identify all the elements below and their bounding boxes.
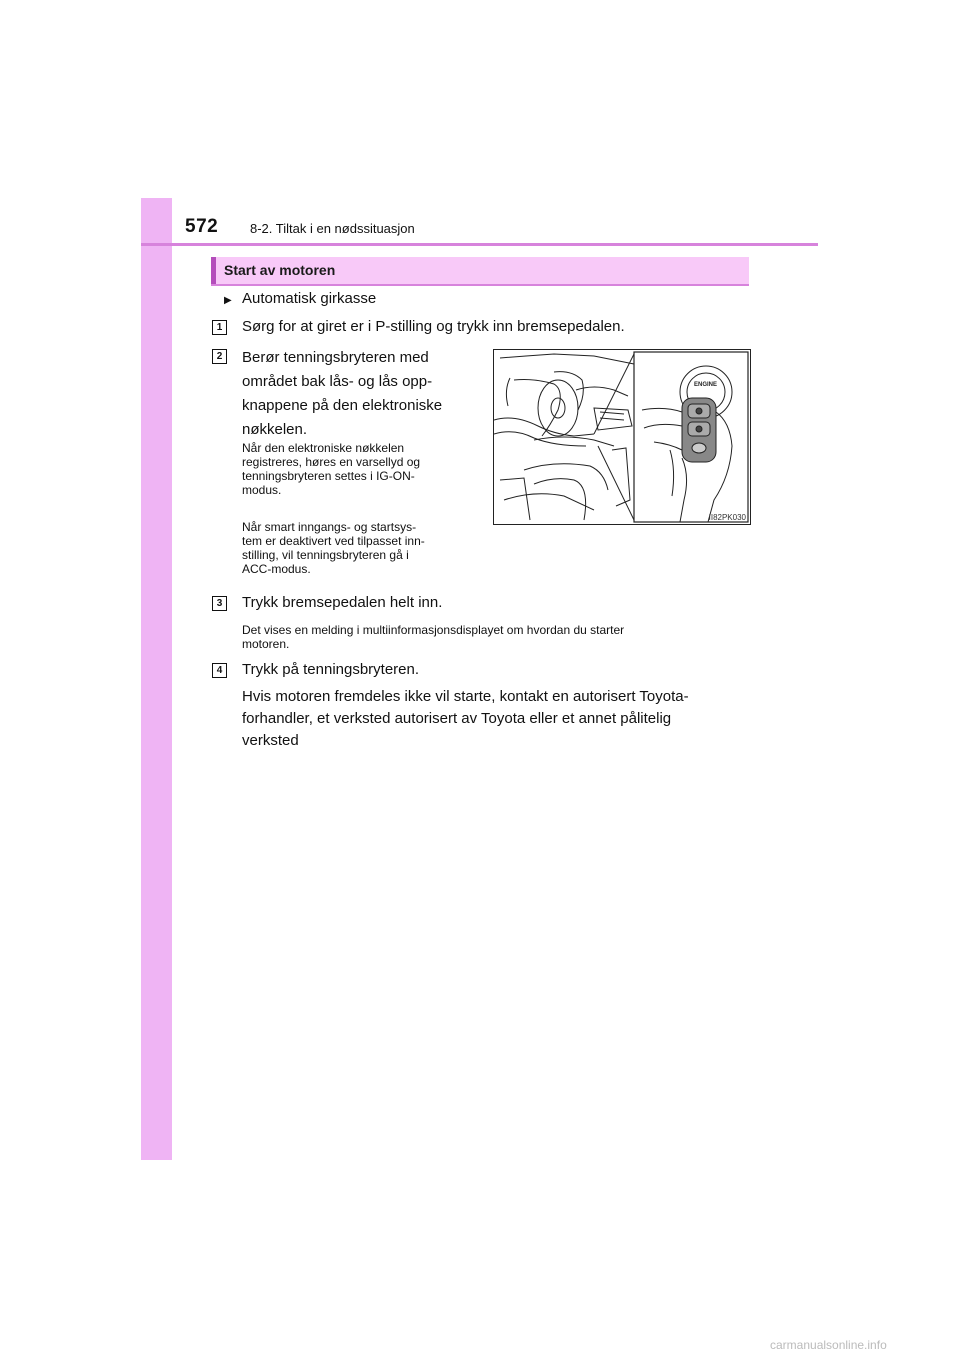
section-title-bar	[211, 257, 749, 286]
step-number-2: 2	[212, 349, 227, 364]
engine-button-label: ENGINE	[694, 382, 718, 388]
closing-line: Hvis motoren fremdeles ikke vil starte, kontakt en autorisert Toyota-	[242, 688, 689, 705]
step-3-note	[242, 623, 747, 651]
section-title: Start av motoren	[224, 262, 336, 278]
step-2-line: området bak lås- og lås opp-	[242, 373, 433, 390]
note-line: Det vises en melding i multiinformasjonsdisplayet om hvordan du starter	[242, 623, 625, 637]
key-touch-illustration	[494, 350, 750, 524]
section-marker	[211, 257, 216, 284]
step-2-note-2	[242, 520, 478, 576]
closing-line: forhandler, et verksted autorisert av Toyota eller et annet pålitelig	[242, 710, 672, 727]
step-1-text: Sørg for at giret er i P-stilling og trykk inn bremsepedalen.	[242, 318, 625, 335]
page-number: 572	[185, 216, 219, 237]
step-number-1: 1	[212, 320, 227, 335]
closing-paragraph	[242, 686, 747, 752]
illustration-key-start	[493, 349, 751, 525]
note-line: tenningsbryteren settes i IG-ON-	[242, 469, 415, 483]
chapter-heading: 8-2. Tiltak i en nødssituasjon	[250, 221, 415, 236]
step-3-text: Trykk bremsepedalen helt inn.	[242, 594, 443, 611]
header-rule	[141, 243, 818, 246]
note-line: ACC-modus.	[242, 562, 311, 576]
figure-label: II82PK030	[708, 513, 746, 522]
note-line: Når smart inngangs- og startsys-	[242, 520, 417, 534]
bullet-transmission	[224, 290, 376, 307]
bullet-text: Automatisk girkasse	[242, 290, 377, 307]
step-2-line: nøkkelen.	[242, 421, 308, 438]
note-line: Når den elektroniske nøkkelen	[242, 441, 405, 455]
step-number-3: 3	[212, 596, 227, 611]
step-2-line: knappene på den elektroniske	[242, 397, 443, 414]
triangle-bullet-icon: ▶	[224, 295, 232, 306]
step-2-note-1	[242, 441, 478, 497]
note-line: tem er deaktivert ved tilpasset inn-	[242, 534, 425, 548]
footer-watermark-logo: carmanualsonline.info	[770, 1338, 887, 1352]
note-line: motoren.	[242, 637, 290, 651]
note-line: modus.	[242, 483, 282, 497]
note-line: stilling, vil tenningsbryteren gå i	[242, 548, 409, 562]
step-2-line: Berør tenningsbryteren med	[242, 349, 429, 366]
step-2-text	[242, 346, 476, 442]
side-tab-strip	[141, 198, 172, 1160]
step-number-4: 4	[212, 663, 227, 678]
note-line: registreres, høres en varsellyd og	[242, 455, 421, 469]
step-4-text: Trykk på tenningsbryteren.	[242, 661, 420, 678]
closing-line: verksted	[242, 732, 299, 749]
